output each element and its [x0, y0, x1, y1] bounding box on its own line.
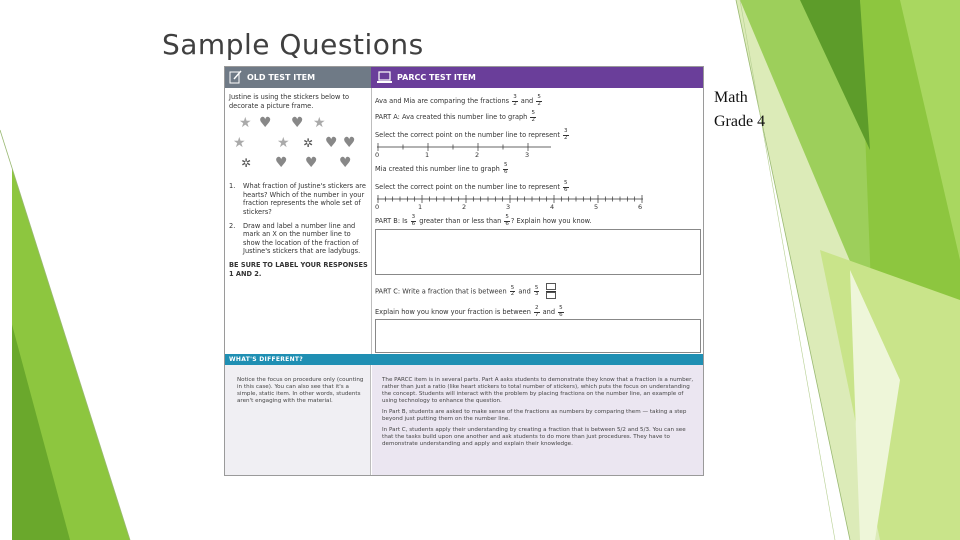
part-b-answer-box[interactable] — [375, 229, 701, 275]
heart-icon: ♥ — [343, 135, 356, 152]
parcc-diff-paragraph-3: In Part C, students apply their understanding by creating a fraction that is between 5/2 and 5/3. You can see that the tasks build upon one another and ask students to do more than just procedures. They have to demonstrate understanding and apply and explain their knowledge. — [382, 427, 686, 447]
tick-label-5: 5 — [594, 203, 599, 211]
parcc-select-1: Select the correct point on the number line to represent $\frac{3}{2}$ — [375, 128, 568, 141]
subject-grade-note — [714, 86, 765, 134]
heart-icon: ♥ — [305, 155, 318, 172]
whats-different-old: Notice the focus on procedure only (counting in this case). You can also see that it's a simple, static item. In other words, students aren't engaging with the material. — [225, 365, 371, 476]
test-item-comparison-image — [224, 66, 704, 476]
heart-icon: ♥ — [259, 115, 272, 132]
fraction-5-2: $\frac{5}{2}$ — [537, 94, 541, 107]
numerator-input[interactable] — [546, 283, 556, 290]
tick-label-2: 2 — [475, 151, 480, 159]
star-icon: ★ — [313, 115, 326, 132]
old-question-2: 2. Draw and label a number line and mark an X on the number line to show the location of the fraction of Justine's stickers that are ladybugs. — [229, 221, 361, 256]
tick-label-2: 2 — [462, 203, 467, 211]
parcc-part-a: PART A: Ava created this number line to graph $\frac{5}{2}$ — [375, 110, 535, 123]
old-test-item-content — [229, 93, 369, 282]
parcc-test-item-title: PARCC TEST ITEM — [397, 73, 476, 82]
subject-label: Math — [714, 89, 748, 106]
whats-different-header: WHAT'S DIFFERENT? — [225, 354, 704, 365]
sticker-grid — [229, 114, 369, 172]
part-c-answer-box[interactable] — [375, 319, 701, 353]
parcc-part-c: PART C: Write a fraction that is between $\frac{5}{2}$ and $\frac{5}{3}$ — [375, 283, 556, 300]
ladybug-icon: ✲ — [241, 156, 252, 171]
tick-label-1: 1 — [425, 151, 430, 159]
old-question-1: 1. What fraction of Justine's stickers are hearts? Which of the number in your fraction represents the whole set of stickers? — [229, 182, 366, 216]
tick-label-3: 3 — [506, 203, 511, 211]
fraction-5-6: $\frac{5}{6}$ — [564, 180, 568, 193]
old-item-intro: Justine is using the stickers below to decorate a picture frame. — [229, 93, 350, 110]
star-icon: ★ — [239, 115, 252, 132]
denominator-input[interactable] — [546, 292, 556, 299]
tick-label-1: 1 — [418, 203, 423, 211]
ladybug-icon: ✲ — [303, 136, 314, 151]
parcc-part-b: PART B: Is $\frac{3}{6}$ greater than or less than $\frac{5}{6}$ ? Explain how you know. — [375, 214, 592, 227]
fraction-answer-input[interactable] — [546, 283, 556, 300]
heart-icon: ♥ — [275, 155, 288, 172]
tick-label-0: 0 — [375, 203, 380, 211]
fraction-5-3: $\frac{5}{3}$ — [534, 284, 539, 297]
old-item-questions — [229, 182, 369, 256]
tick-label-6: 6 — [638, 203, 643, 211]
fraction-3-6: $\frac{3}{6}$ — [411, 214, 416, 227]
pencil-paper-icon — [229, 70, 242, 84]
tick-label-3: 3 — [525, 151, 530, 159]
fraction-5-6: $\frac{5}{6}$ — [559, 305, 563, 318]
slide-title: Sample Questions — [162, 28, 424, 61]
whats-different-parcc — [372, 365, 704, 476]
parcc-diff-paragraph-1: The PARCC item is in several parts. Part A asks students to demonstrate they know that a fraction is a number, rather than just a ratio (like heart stickers to total number of stickers), which puts the focus on understanding the concept. Students will interact with the problem by placing fractions on the number line, an example of using technology to enhance the question. — [382, 377, 694, 404]
number-line-halves[interactable] — [375, 141, 555, 159]
number-line-sixths[interactable] — [375, 193, 675, 211]
grade-label: Grade 4 — [714, 113, 766, 130]
parcc-test-item-header — [371, 67, 704, 88]
fraction-5-6: $\frac{5}{6}$ — [505, 214, 509, 227]
column-divider — [371, 88, 372, 354]
fraction-5-2: $\frac{5}{2}$ — [510, 284, 515, 297]
heart-icon: ♥ — [339, 155, 352, 172]
heart-icon: ♥ — [291, 115, 304, 132]
parcc-mia-line: Mia created this number line to graph $\frac{5}{6}$ — [375, 162, 508, 175]
left-green-decoration — [0, 0, 140, 540]
parcc-diff-paragraph-2: In Part B, students are asked to make sense of the fractions as numbers by comparing them — taking a step beyond just putting them on the number line. — [382, 409, 687, 422]
old-test-item-header — [225, 67, 371, 88]
heart-icon: ♥ — [325, 135, 338, 152]
laptop-icon — [377, 71, 392, 84]
right-green-decoration — [700, 0, 960, 540]
tick-label-0: 0 — [375, 151, 380, 159]
star-icon: ★ — [233, 135, 246, 152]
star-icon: ★ — [277, 135, 290, 152]
old-item-instruction: BE SURE TO LABEL YOUR RESPONSES 1 AND 2. — [229, 260, 368, 278]
fraction-3-2: $\frac{3}{2}$ — [564, 128, 568, 141]
tick-label-4: 4 — [550, 203, 555, 211]
fraction-5-6: $\frac{5}{6}$ — [503, 162, 508, 175]
fraction-3-2: $\frac{3}{2}$ — [513, 94, 517, 107]
parcc-explain: Explain how you know your fraction is between $\frac{2}{7}$ and $\frac{5}{6}$ — [375, 305, 563, 318]
parcc-select-2: Select the correct point on the number line to represent $\frac{5}{6}$ — [375, 180, 568, 193]
parcc-intro: Ava and Mia are comparing the fractions $\frac{3}{2}$ and $\frac{5}{2}$ — [375, 94, 541, 107]
old-test-item-title: OLD TEST ITEM — [247, 73, 316, 82]
fraction-2-7: $\frac{2}{7}$ — [535, 305, 539, 318]
fraction-5-2: $\frac{5}{2}$ — [531, 110, 535, 123]
